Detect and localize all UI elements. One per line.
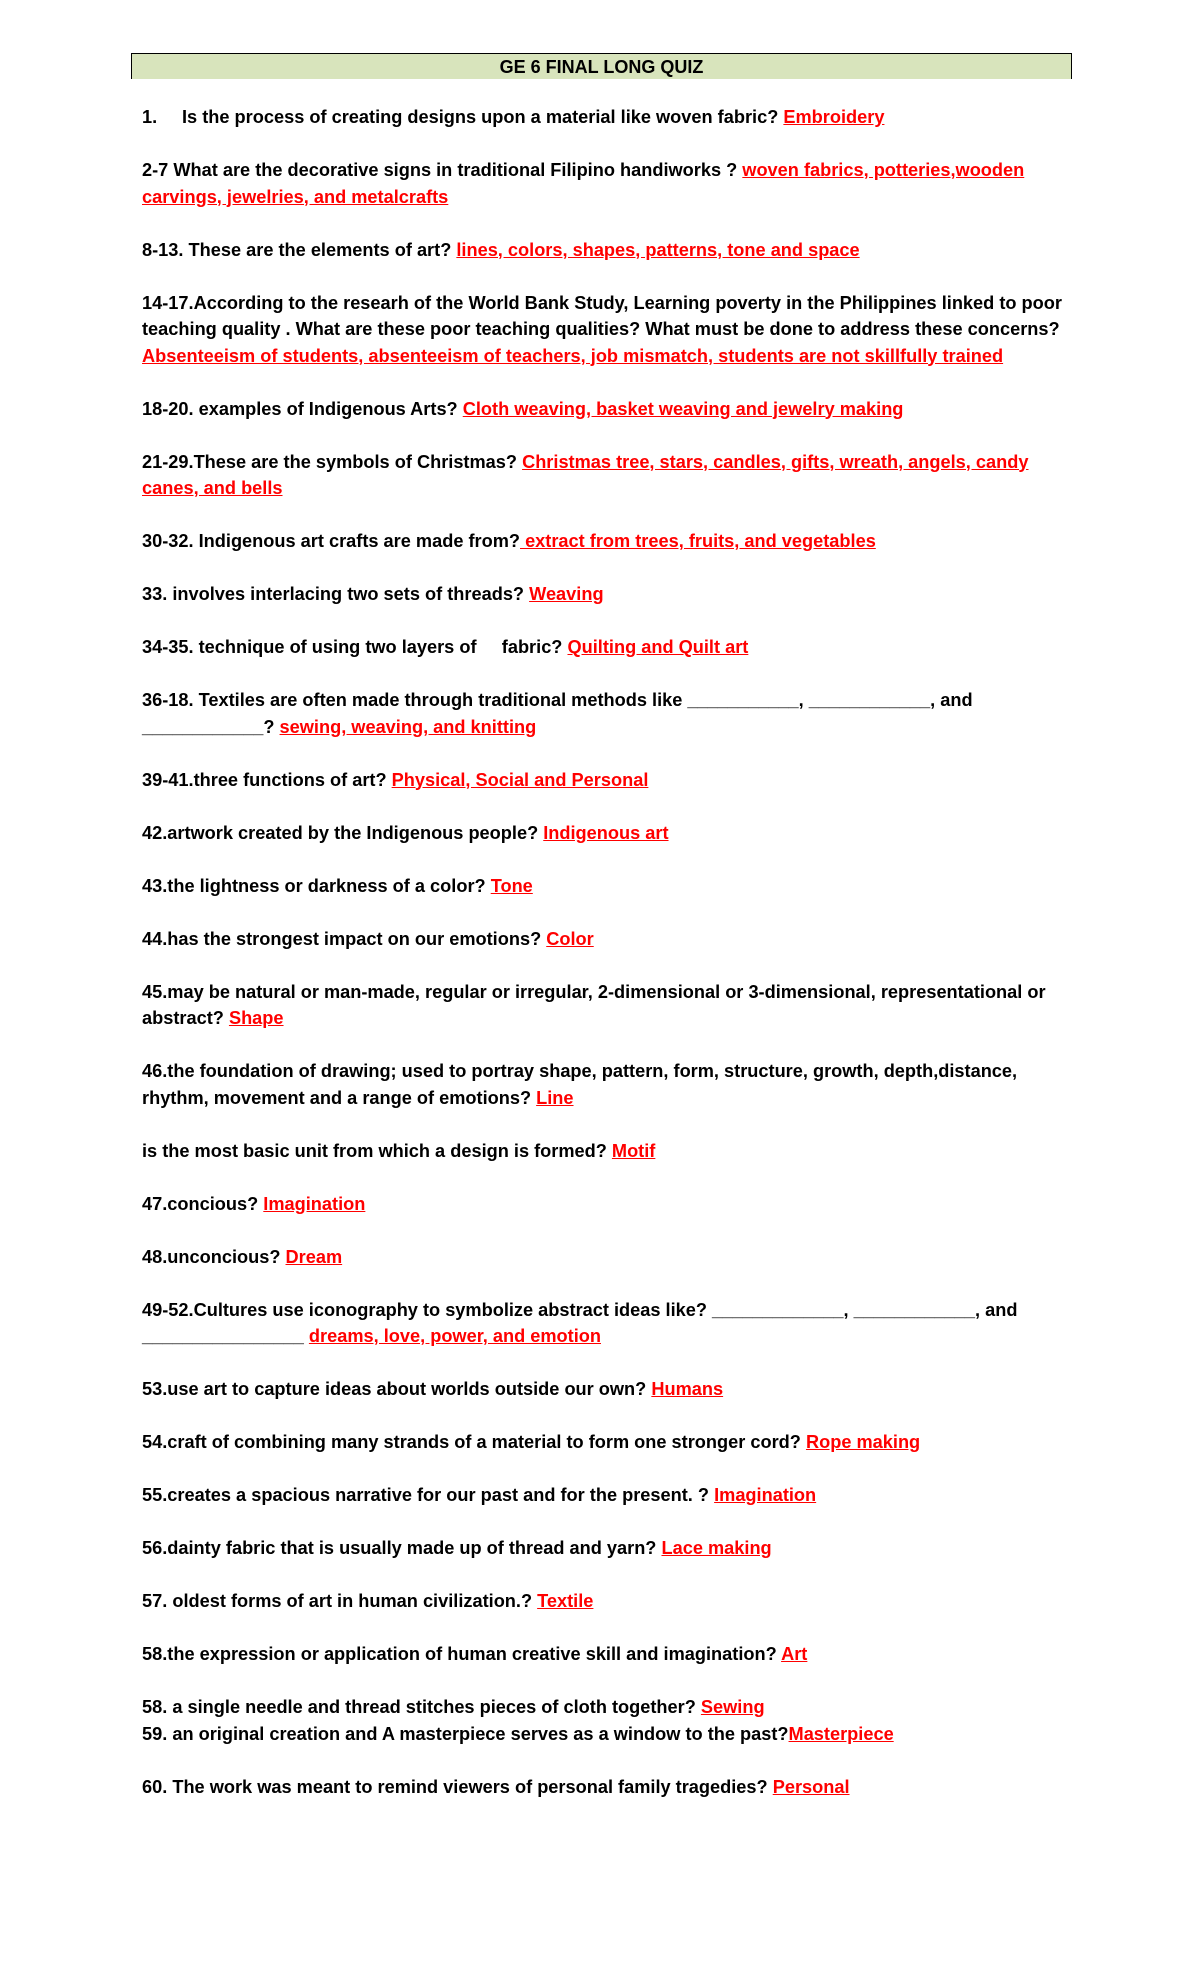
question-text: 2-7 What are the decorative signs in traditional Filipino handiworks ? — [142, 160, 743, 180]
answer-text: woven fabrics, potteries,wooden carvings, jewelries, and metalcrafts — [142, 160, 1025, 207]
question-text: 59. an original creation and A masterpiece serves as a window to the past? — [142, 1723, 789, 1744]
question-text: 39-41.three functions of art? — [142, 769, 392, 790]
answer-text: Rope making — [805, 1432, 921, 1452]
question-text: 33. involves interlacing two sets of threads? — [142, 584, 530, 604]
quiz-item-19 — [142, 1244, 1077, 1271]
quiz-title: GE 6 FINAL LONG QUIZ — [131, 53, 1072, 79]
quiz-item-15 — [142, 979, 1077, 1032]
question-text: 58. a single needle and thread stitches pieces of cloth together? — [142, 1697, 701, 1717]
quiz-item-26 — [142, 1641, 1077, 1668]
quiz-item-18 — [142, 1191, 1077, 1218]
answer-text: Cloth weaving, basket weaving and jewelry making — [462, 398, 904, 419]
question-text: 56.dainty fabric that is usually made up of thread and yarn? — [142, 1538, 662, 1558]
quiz-item-1 — [142, 104, 1077, 131]
answer-text: Dream — [285, 1246, 343, 1267]
quiz-item-3 — [142, 237, 1077, 264]
quiz-item-13 — [142, 873, 1077, 900]
question-text: 14-17.According to the researh of the World Bank Study, Learning poverty in the Philippines linked to poor teaching quality . What are these poor teaching qualities? What must be done to address these concerns? — [142, 292, 1062, 339]
answer-text: sewing, weaving, and knitting — [279, 716, 537, 737]
question-text: 58.the expression or application of human creative skill and imagination? — [142, 1644, 782, 1664]
question-text: 30-32. Indigenous art crafts are made from? — [142, 531, 521, 551]
quiz-item-23 — [142, 1482, 1077, 1509]
quiz-item-12 — [142, 820, 1077, 847]
answer-text: Art — [781, 1644, 808, 1664]
answer-text: Personal — [772, 1776, 850, 1797]
question-text: 34-35. technique of using two layers of fabric? — [142, 637, 568, 657]
quiz-item-17 — [142, 1138, 1077, 1165]
question-text: 45.may be natural or man-made, regular or irregular, 2-dimensional or 3-dimensional, representational or abstract? — [142, 981, 1046, 1028]
quiz-items — [142, 104, 1077, 1827]
quiz-item-16 — [142, 1058, 1077, 1111]
answer-text: dreams, love, power, and emotion — [308, 1326, 601, 1346]
quiz-item-25 — [142, 1588, 1077, 1615]
answer-text: Textile — [537, 1591, 594, 1611]
question-text: is the most basic unit from which a design is formed? — [142, 1140, 612, 1161]
answer-text: Imagination — [714, 1485, 817, 1505]
quiz-item-29 — [142, 1774, 1077, 1801]
answer-text: Tone — [490, 875, 533, 896]
item-number: 1. — [142, 107, 158, 127]
quiz-item-22 — [142, 1429, 1077, 1456]
question-text: 18-20. examples of Indigenous Arts? — [142, 398, 463, 419]
quiz-item-10 — [142, 687, 1077, 740]
answer-text: lines, colors, shapes, patterns, tone and space — [456, 239, 860, 260]
answer-text: Christmas tree, stars, candles, gifts, wreath, angels, candy canes, and bells — [142, 451, 1029, 498]
question-text: 21-29.These are the symbols of Christmas? — [142, 451, 523, 472]
quiz-item-28 — [142, 1721, 1077, 1748]
question-text: 49-52.Cultures use iconography to symbolize abstract ideas like? _____________, ____________, and ________________ — [142, 1299, 1018, 1346]
quiz-item-24 — [142, 1535, 1077, 1562]
quiz-item-9 — [142, 634, 1077, 661]
question-text: 60. The work was meant to remind viewers of personal family tragedies? — [142, 1776, 773, 1797]
answer-text: Quilting and Quilt art — [567, 637, 749, 657]
question-text: 46.the foundation of drawing; used to portray shape, pattern, form, structure, growth, depth,distance, rhythm, movement and a range of emotions? — [142, 1061, 1018, 1108]
answer-text: Humans — [651, 1379, 724, 1399]
quiz-item-14 — [142, 926, 1077, 953]
answer-text: Imagination — [263, 1193, 366, 1214]
quiz-item-4 — [142, 290, 1077, 370]
quiz-item-21 — [142, 1376, 1077, 1403]
answer-text: Motif — [611, 1140, 656, 1161]
quiz-item-11 — [142, 767, 1077, 794]
answer-text: extract from trees, fruits, and vegetables — [520, 531, 876, 551]
answer-text: Weaving — [529, 584, 604, 604]
answer-text: Shape — [228, 1008, 284, 1028]
question-text: 36-18. Textiles are often made through traditional methods like ___________, ____________, and ____________? — [142, 690, 973, 737]
question-text: 44.has the strongest impact on our emotions? — [142, 928, 547, 949]
question-text: 54.craft of combining many strands of a material to form one stronger cord? — [142, 1432, 806, 1452]
quiz-item-2 — [142, 157, 1077, 210]
question-text: 48.unconcious? — [142, 1246, 286, 1267]
question-text: 55.creates a spacious narrative for our past and for the present. ? — [142, 1485, 715, 1505]
question-text: 53.use art to capture ideas about worlds outside our own? — [142, 1379, 652, 1399]
answer-text: Indigenous art — [543, 822, 669, 843]
answer-text: Sewing — [700, 1697, 765, 1717]
quiz-item-6 — [142, 449, 1077, 502]
quiz-item-20 — [142, 1297, 1077, 1350]
answer-text: Lace making — [661, 1538, 772, 1558]
quiz-item-7 — [142, 528, 1077, 555]
quiz-item-8 — [142, 581, 1077, 608]
quiz-item-5 — [142, 396, 1077, 423]
question-text: 47.concious? — [142, 1193, 264, 1214]
answer-text: Embroidery — [783, 107, 885, 127]
answer-text: Absenteeism of students, absenteeism of teachers, job mismatch, students are not skillfully trained — [142, 345, 1004, 366]
question-text: 42.artwork created by the Indigenous people? — [142, 822, 544, 843]
question-text: 43.the lightness or darkness of a color? — [142, 875, 491, 896]
answer-text: Physical, Social and Personal — [391, 769, 649, 790]
question-text: 8-13. These are the elements of art? — [142, 239, 457, 260]
question-text: 57. oldest forms of art in human civilization.? — [142, 1591, 538, 1611]
quiz-item-27 — [142, 1694, 1077, 1721]
question-text: Is the process of creating designs upon a material like woven fabric? — [182, 107, 784, 127]
answer-text: Color — [546, 928, 594, 949]
answer-text: Line — [536, 1087, 574, 1108]
answer-text: Masterpiece — [788, 1723, 894, 1744]
